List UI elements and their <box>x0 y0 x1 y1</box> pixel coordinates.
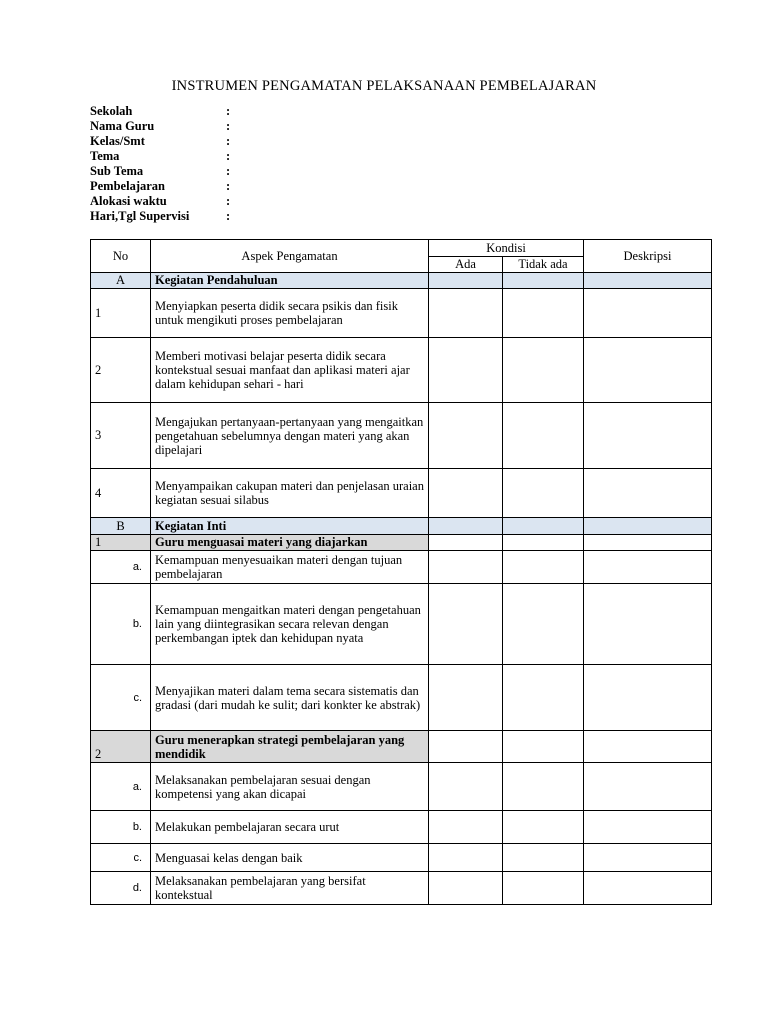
cell-ada <box>429 535 503 551</box>
table-row <box>91 872 712 905</box>
cell-ada <box>429 844 503 872</box>
info-label: Nama Guru <box>90 119 155 133</box>
info-row-tema <box>90 149 236 164</box>
info-label: Tema <box>90 149 120 163</box>
info-row-pembelajaran <box>90 179 236 194</box>
table-row <box>91 763 712 811</box>
row-no: 3 <box>91 403 151 469</box>
row-no: 4 <box>91 469 151 518</box>
info-colon: : <box>226 194 231 208</box>
header-kondisi: Kondisi <box>429 240 584 257</box>
table-row <box>91 469 712 518</box>
cell-tidak-ada <box>503 535 584 551</box>
table-row <box>91 665 712 731</box>
subsection-no: 2 <box>91 731 151 763</box>
cell-ada <box>429 872 503 905</box>
cell-deskripsi <box>584 403 712 469</box>
row-no: 2 <box>91 338 151 403</box>
cell-ada <box>429 665 503 731</box>
cell-tidak-ada <box>503 338 584 403</box>
cell-deskripsi <box>584 811 712 844</box>
section-row-a <box>91 273 712 289</box>
cell-tidak-ada <box>503 763 584 811</box>
row-aspek: Melaksanakan pembelajaran sesuai dengan kompetensi yang akan dicapai <box>151 763 429 811</box>
cell-ada <box>429 338 503 403</box>
cell-tidak-ada <box>503 665 584 731</box>
header-ada: Ada <box>429 257 503 273</box>
cell-tidak-ada <box>503 584 584 665</box>
subsection-label: Guru menerapkan strategi pembelajaran yang mendidik <box>151 731 429 763</box>
header-deskripsi: Deskripsi <box>584 240 712 273</box>
row-no: a. <box>91 763 151 811</box>
cell-tidak-ada <box>503 844 584 872</box>
cell-ada <box>429 403 503 469</box>
cell-deskripsi <box>584 584 712 665</box>
cell-deskripsi <box>584 872 712 905</box>
section-label: Kegiatan Pendahuluan <box>151 273 429 289</box>
cell-deskripsi <box>584 469 712 518</box>
row-aspek: Memberi motivasi belajar peserta didik secara kontekstual sesuai manfaat dan aplikasi materi ajar dalam kehidupan sehari - hari <box>151 338 429 403</box>
header-no: No <box>91 240 151 273</box>
info-row-alokasi <box>90 194 236 209</box>
row-no: d. <box>91 872 151 905</box>
row-aspek: Kemampuan menyesuaikan materi dengan tujuan pembelajaran <box>151 551 429 584</box>
row-no: b. <box>91 811 151 844</box>
cell-tidak-ada <box>503 403 584 469</box>
info-row-kelas <box>90 134 236 149</box>
cell-tidak-ada <box>503 551 584 584</box>
cell-tidak-ada <box>503 518 584 535</box>
info-row-sekolah <box>90 104 236 119</box>
cell-tidak-ada <box>503 273 584 289</box>
info-row-nama-guru <box>90 119 236 134</box>
cell-deskripsi <box>584 763 712 811</box>
cell-tidak-ada <box>503 289 584 338</box>
row-no: 1 <box>91 289 151 338</box>
row-aspek: Menyajikan materi dalam tema secara sistematis dan gradasi (dari mudah ke sulit; dari konkter ke abstrak) <box>151 665 429 731</box>
cell-deskripsi <box>584 273 712 289</box>
cell-ada <box>429 811 503 844</box>
row-aspek: Menyampaikan cakupan materi dan penjelasan uraian kegiatan sesuai silabus <box>151 469 429 518</box>
row-no: c. <box>91 844 151 872</box>
cell-ada <box>429 273 503 289</box>
row-no: b. <box>91 584 151 665</box>
row-aspek: Kemampuan mengaitkan materi dengan pengetahuan lain yang diintegrasikan secara relevan dengan perkembangan iptek dan kehidupan nyata <box>151 584 429 665</box>
section-no: B <box>91 518 151 535</box>
subsection-label: Guru menguasai materi yang diajarkan <box>151 535 429 551</box>
identity-block <box>90 104 236 224</box>
cell-deskripsi <box>584 338 712 403</box>
info-label: Alokasi waktu <box>90 194 167 208</box>
cell-deskripsi <box>584 289 712 338</box>
info-row-hari-tgl <box>90 209 236 224</box>
observation-table <box>90 239 712 905</box>
subsection-row-1 <box>91 535 712 551</box>
table-row <box>91 811 712 844</box>
info-label: Kelas/Smt <box>90 134 145 148</box>
cell-deskripsi <box>584 551 712 584</box>
table-row <box>91 551 712 584</box>
cell-ada <box>429 289 503 338</box>
row-aspek: Melaksanakan pembelajaran yang bersifat kontekstual <box>151 872 429 905</box>
header-tidak-ada: Tidak ada <box>503 257 584 273</box>
row-aspek: Melakukan pembelajaran secara urut <box>151 811 429 844</box>
cell-tidak-ada <box>503 872 584 905</box>
cell-tidak-ada <box>503 811 584 844</box>
row-no: c. <box>91 665 151 731</box>
header-aspek: Aspek Pengamatan <box>151 240 429 273</box>
info-colon: : <box>226 164 231 178</box>
cell-ada <box>429 731 503 763</box>
row-aspek: Menguasai kelas dengan baik <box>151 844 429 872</box>
cell-ada <box>429 584 503 665</box>
cell-ada <box>429 763 503 811</box>
cell-ada <box>429 551 503 584</box>
section-row-b <box>91 518 712 535</box>
table-row <box>91 289 712 338</box>
table-row <box>91 844 712 872</box>
cell-tidak-ada <box>503 731 584 763</box>
info-label: Sub Tema <box>90 164 144 178</box>
page-title: INSTRUMEN PENGAMATAN PELAKSANAAN PEMBELAJARAN <box>171 78 597 94</box>
row-aspek: Mengajukan pertanyaan-pertanyaan yang mengaitkan pengetahuan sebelumnya dengan materi yang akan dipelajari <box>151 403 429 469</box>
subsection-row-2 <box>91 731 712 763</box>
info-label: Hari,Tgl Supervisi <box>90 209 190 223</box>
subsection-no: 1 <box>91 535 151 551</box>
cell-tidak-ada <box>503 469 584 518</box>
info-label: Pembelajaran <box>90 179 165 193</box>
cell-deskripsi <box>584 665 712 731</box>
cell-deskripsi <box>584 731 712 763</box>
section-label: Kegiatan Inti <box>151 518 429 535</box>
table-row <box>91 403 712 469</box>
section-no: A <box>91 273 151 289</box>
cell-deskripsi <box>584 844 712 872</box>
table-header-row <box>91 240 712 257</box>
cell-deskripsi <box>584 518 712 535</box>
info-colon: : <box>226 119 231 133</box>
info-colon: : <box>226 209 231 223</box>
info-colon: : <box>226 134 231 148</box>
row-aspek: Menyiapkan peserta didik secara psikis dan fisik untuk mengikuti proses pembelajaran <box>151 289 429 338</box>
table-row <box>91 338 712 403</box>
table-row <box>91 584 712 665</box>
cell-deskripsi <box>584 535 712 551</box>
cell-ada <box>429 518 503 535</box>
info-colon: : <box>226 149 231 163</box>
row-no: a. <box>91 551 151 584</box>
info-colon: : <box>226 104 231 118</box>
info-label: Sekolah <box>90 104 133 118</box>
info-row-sub-tema <box>90 164 236 179</box>
info-colon: : <box>226 179 231 193</box>
cell-ada <box>429 469 503 518</box>
